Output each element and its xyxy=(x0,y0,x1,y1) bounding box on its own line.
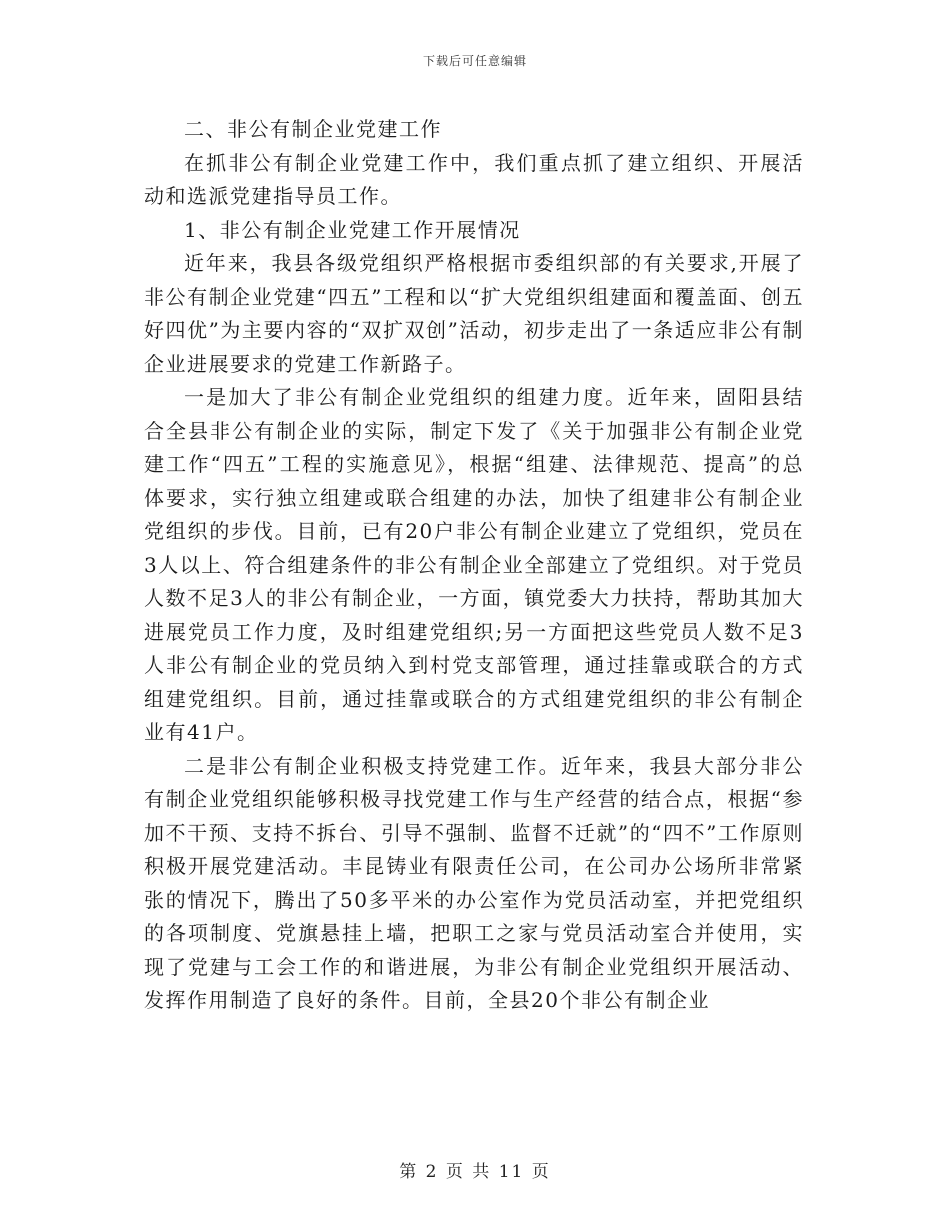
section-heading: 二、非公有制企业党建工作 xyxy=(184,117,442,141)
page-number-footer: 第 2 页 共 11 页 xyxy=(399,1162,551,1182)
body-paragraph: 二是非公有制企业积极支持党建工作。近年来，我县大部分非公有制企业党组织能够积极寻找党建工作与生产经营的结合点，根据“参加不干预、支持不拆台、引导不强制、监督不迁就”的“四不”工作原则积极开展党建活动。丰昆铸业有限责任公司，在公司办公场所非常紧张的情况下，腾出了50多平米的办公室作为党员活动室，并把党组织的各项制度、党旗悬挂上墙，把职工之家与党员活动室合并使用，实现了党建与工会工作的和谐进展，为非公有制企业党组织开展活动、发挥作用制造了良好的条件。目前，全县20个非公有制企业 xyxy=(144,753,804,1012)
header-note: 下载后可任意编辑 xyxy=(422,54,527,68)
document-body xyxy=(144,113,804,1018)
body-paragraph: 在抓非公有制企业党建工作中，我们重点抓了建立组织、开展活动和选派党建指导员工作。 xyxy=(144,150,804,208)
body-paragraph: 近年来，我县各级党组织严格根据市委组织部的有关要求,开展了非公有制企业党建“四五”工程和以“扩大党组织组建面和覆盖面、创五好四优”为主要内容的“双扩双创”活动，初步走出了一条适应非公有制企业进展要求的党建工作新路子。 xyxy=(144,251,804,376)
body-paragraph: 一是加大了非公有制企业党组织的组建力度。近年来，固阳县结合全县非公有制企业的实际，制定下发了《关于加强非公有制企业党建工作“四五”工程的实施意见》，根据“组建、法律规范、提高”的总体要求，实行独立组建或联合组建的办法，加快了组建非公有制企业党组织的步伐。目前，已有20户非公有制企业建立了党组织，党员在3人以上、符合组建条件的非公有制企业全部建立了党组织。对于党员人数不足3人的非公有制企业，一方面，镇党委大力扶持，帮助其加大进展党员工作力度，及时组建党组织;另一方面把这些党员人数不足3人非公有制企业的党员纳入到村党支部管理，通过挂靠或联合的方式组建党组织。目前，通过挂靠或联合的方式组建党组织的非公有制企业有41户。 xyxy=(144,385,804,744)
subsection-heading: 1、非公有制企业党建工作开展情况 xyxy=(184,217,521,242)
